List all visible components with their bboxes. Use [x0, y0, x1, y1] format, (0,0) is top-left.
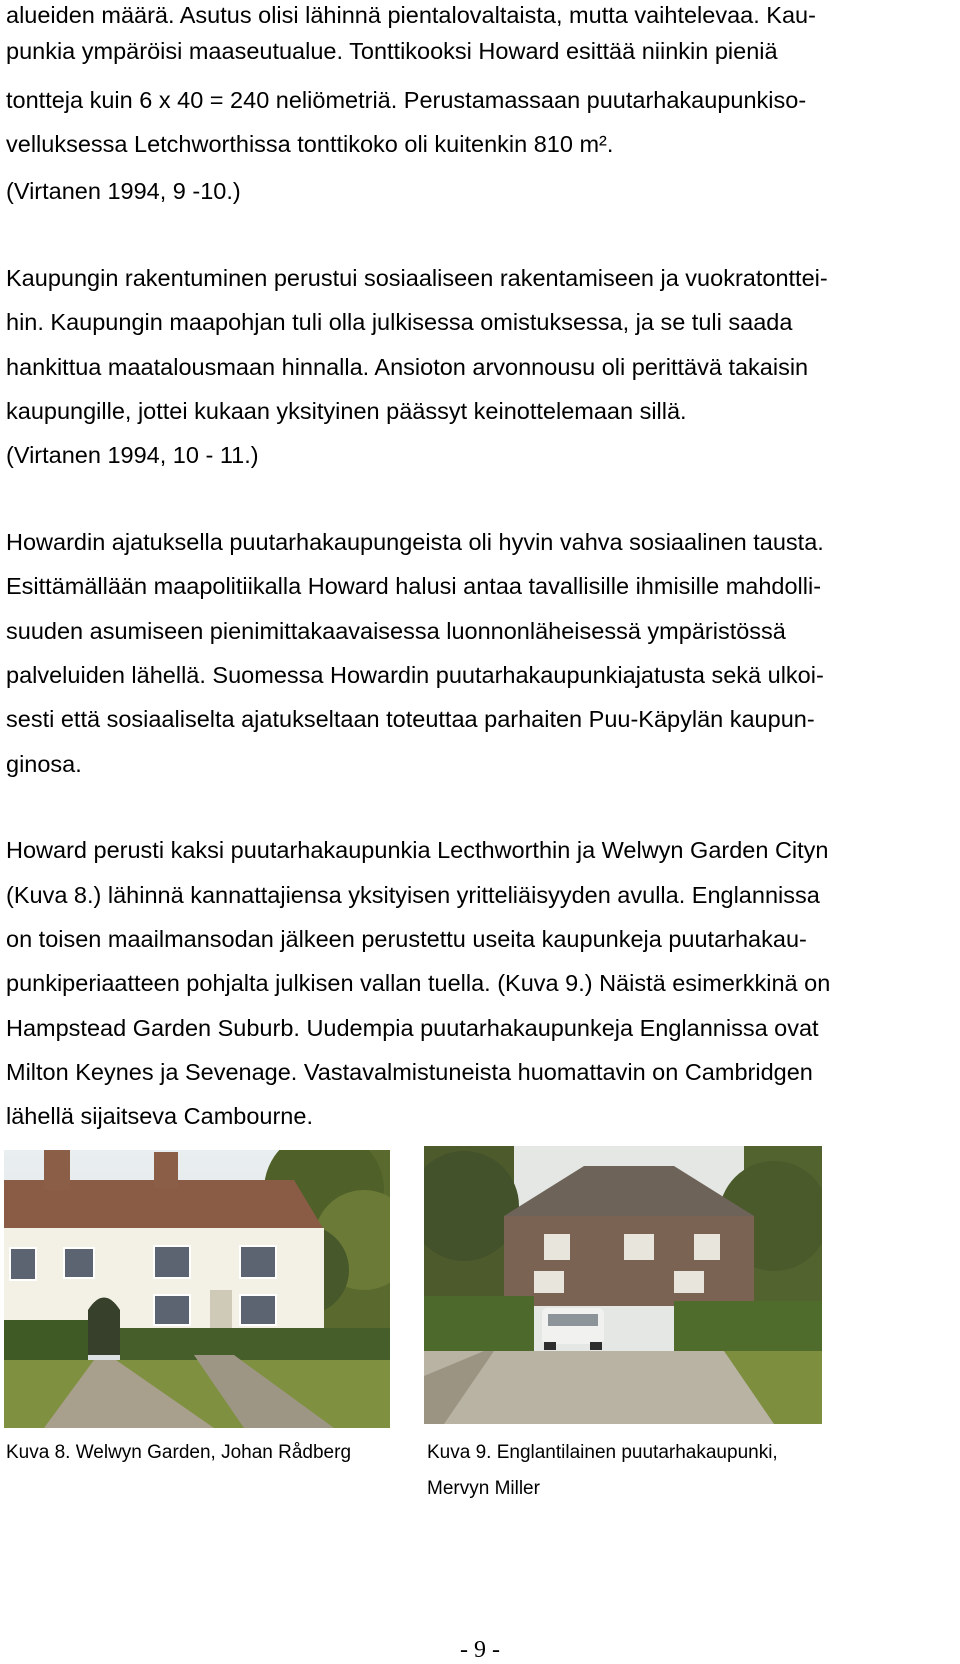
- text-line: (Kuva 8.) lähinnä kannattajiensa yksityisen yritteliäisyyden avulla. Englannissa: [6, 882, 820, 908]
- text-line: kaupungille, jottei kukaan yksityinen päässyt keinottelemaan sillä.: [6, 398, 687, 424]
- text-line: (Virtanen 1994, 9 -10.): [6, 178, 241, 204]
- figure-8-caption: Kuva 8. Welwyn Garden, Johan Rådberg: [6, 1442, 352, 1463]
- text-line: velluksessa Letchworthissa tonttikoko oli kuitenkin 810 m².: [6, 131, 614, 157]
- text-line: Howard perusti kaksi puutarhakaupunkia Lecthworthin ja Welwyn Garden Cityn: [6, 837, 829, 863]
- text-line: Howardin ajatuksella puutarhakaupungeista oli hyvin vahva sosiaalinen tausta.: [6, 529, 824, 555]
- figure-english-garden-city-photo: [424, 1146, 822, 1424]
- photo-illustration: [424, 1146, 822, 1424]
- photo-illustration: [4, 1150, 390, 1428]
- text-line: Milton Keynes ja Sevenage. Vastavalmistuneista huomattavin on Cambridgen: [6, 1059, 813, 1085]
- page-number: - 9 -: [460, 1637, 500, 1663]
- text-line: on toisen maailmansodan jälkeen perustettu useita kaupunkeja puutarhakau-: [6, 926, 807, 952]
- text-line: suuden asumiseen pienimittakaavaisessa luonnonläheisessä ympäristössä: [6, 618, 786, 644]
- text-line: (Virtanen 1994, 10 - 11.): [6, 442, 259, 468]
- figure-9-caption-line-2: Mervyn Miller: [427, 1478, 540, 1499]
- figure-9-caption: Kuva 9. Englantilainen puutarhakaupunki,: [427, 1442, 778, 1463]
- text-line: punkia ympäröisi maaseutualue. Tonttikooksi Howard esittää niinkin pieniä: [6, 38, 778, 64]
- text-line: Esittämällään maapolitiikalla Howard halusi antaa tavallisille ihmisille mahdolli-: [6, 573, 822, 599]
- text-line: Kaupungin rakentuminen perustui sosiaaliseen rakentamiseen ja vuokratonttei-: [6, 265, 828, 291]
- text-line: lähellä sijaitseva Cambourne.: [6, 1103, 313, 1129]
- text-line: sesti että sosiaaliselta ajatukseltaan toteuttaa parhaiten Puu-Käpylän kaupun-: [6, 706, 815, 732]
- text-line: palveluiden lähellä. Suomessa Howardin puutarhakaupunkiajatusta sekä ulkoi-: [6, 662, 824, 688]
- text-line: tontteja kuin 6 x 40 = 240 neliömetriä. Perustamassaan puutarhakaupunkiso-: [6, 87, 807, 113]
- text-line: punkiperiaatteen pohjalta julkisen vallan tuella. (Kuva 9.) Näistä esimerkkinä on: [6, 970, 831, 996]
- text-line: hankittua maatalousmaan hinnalla. Ansioton arvonnousu oli perittävä takaisin: [6, 354, 809, 380]
- figure-welwyn-garden-photo: [4, 1150, 390, 1428]
- text-line: Hampstead Garden Suburb. Uudempia puutarhakaupunkeja Englannissa ovat: [6, 1015, 819, 1041]
- text-line: ginosa.: [6, 751, 82, 777]
- text-line: hin. Kaupungin maapohjan tuli olla julkisessa omistuksessa, ja se tuli saada: [6, 309, 793, 335]
- text-line: alueiden määrä. Asutus olisi lähinnä pientalovaltaista, mutta vaihtelevaa. Kau-: [6, 2, 816, 28]
